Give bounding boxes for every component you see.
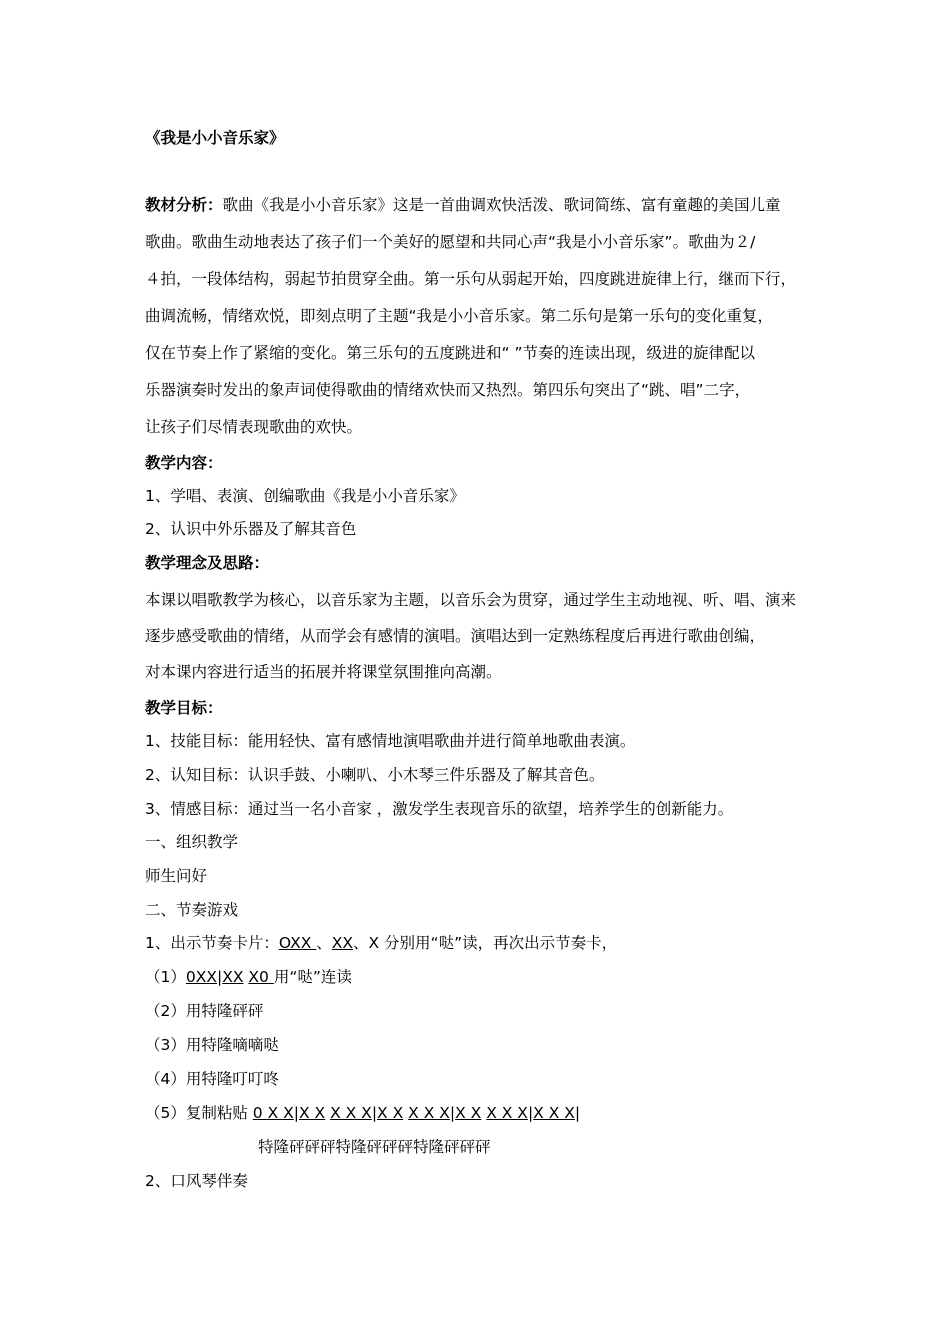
rhythm-pattern: OXX <box>278 934 317 952</box>
goal-item: 1、技能目标：能用轻快、富有感情地演唱歌曲并进行简单地歌曲表演。 <box>145 732 636 750</box>
analysis-text: 歌曲《我是小小音乐家》这是一首曲调欢快活泼、歌词简练、富有童趣的美国儿童 <box>222 196 781 214</box>
rhythm-lyrics: 特隆砰砰砰特隆砰砰砰特隆砰砰砰 <box>258 1138 491 1156</box>
rhythm-intro-suffix: 、X 分别用“哒”读，再次出示节奏卡， <box>353 934 618 952</box>
goal-item: 3、情感目标：通过当一名小音家 ，激发学生表现音乐的欲望，培养学生的创新能力。 <box>145 800 734 818</box>
rhythm-pattern: X X <box>298 1104 326 1122</box>
document-title: 《我是小小音乐家》 <box>145 129 285 147</box>
analysis-line-6: 乐器演奏时发出的象声词使得歌曲的情绪欢快而又热烈。第四乐句突出了“跳、唱”二字， <box>145 381 751 399</box>
practice-text: （5）复制粘贴 <box>145 1104 253 1122</box>
content-item: 2、认识中外乐器及了解其音色 <box>145 520 357 538</box>
concept-line: 逐步感受歌曲的情绪，从而学会有感情的演唱。演唱达到一定熟练程度后再进行歌曲创编， <box>145 627 766 645</box>
analysis-line-3: ４拍，一段体结构，弱起节拍贯穿全曲。第一乐句从弱起开始，四度跳进旋律上行，继而下行， <box>145 270 797 288</box>
step-heading: 二、节奏游戏 <box>145 901 239 919</box>
bar-line: | <box>574 1104 581 1122</box>
rhythm-pattern: X X X <box>486 1104 528 1122</box>
practice-number: （1） <box>145 968 186 986</box>
bar-line: | <box>293 1104 299 1122</box>
step-detail: 师生问好 <box>145 867 208 885</box>
rhythm-practice-3: （3）用特隆嘀嘀哒 <box>145 1036 279 1054</box>
concept-line: 本课以唱歌教学为核心，以音乐家为主题，以音乐会为贯穿，通过学生主动地视、听、唱、演来 <box>145 591 797 609</box>
rhythm-pattern: X X X <box>408 1104 450 1122</box>
rhythm-practice-2: （2）用特隆砰砰 <box>145 1002 264 1020</box>
goals-heading: 教学目标： <box>145 699 223 717</box>
rhythm-pattern: X X <box>455 1104 482 1122</box>
bar-line: | <box>371 1104 378 1122</box>
concept-line: 对本课内容进行适当的拓展并将课堂氛围推向高潮。 <box>145 663 502 681</box>
rhythm-pattern: X0 <box>248 968 274 986</box>
rhythm-pattern: XX <box>222 968 244 986</box>
analysis-line-4: 曲调流畅，情绪欢悦，即刻点明了主题“我是小小音乐家。第二乐句是第一乐句的变化重复， <box>145 307 774 325</box>
content-heading: 教学内容： <box>145 454 223 472</box>
rhythm-intro-prefix: 1、出示节奏卡片： <box>145 934 279 952</box>
rhythm-practice-4: （4）用特隆叮叮咚 <box>145 1070 279 1088</box>
analysis-label: 教材分析： <box>145 196 223 214</box>
bar-line: | <box>216 968 223 986</box>
rhythm-intro <box>145 933 815 953</box>
bar-line: | <box>527 1104 534 1122</box>
practice-text: 用“哒”连读 <box>273 968 352 986</box>
rhythm-pattern: 0 X X <box>252 1104 294 1122</box>
goal-item: 2、认知目标：认识手鼓、小喇叭、小木琴三件乐器及了解其音色。 <box>145 766 605 784</box>
step-heading: 一、组织教学 <box>145 833 239 851</box>
content-item: 1、学唱、表演、创编歌曲《我是小小音乐家》 <box>145 487 465 505</box>
rhythm-pattern: X X X <box>330 1104 372 1122</box>
rhythm-practice-5 <box>145 1103 815 1123</box>
rhythm-pattern: X X <box>377 1104 404 1122</box>
concept-heading: 教学理念及思路： <box>145 554 270 572</box>
analysis-line-2: 歌曲。歌曲生动地表达了孩子们一个美好的愿望和共同心声“我是小小音乐家”。歌曲为２/ <box>145 233 756 251</box>
step-heading: 2、口风琴伴奏 <box>145 1172 248 1190</box>
rhythm-pattern: X X X <box>533 1104 575 1122</box>
rhythm-pattern: XX <box>331 934 354 952</box>
analysis-line-7: 让孩子们尽情表现歌曲的欢快。 <box>145 418 363 436</box>
bar-line: | <box>449 1104 456 1122</box>
rhythm-pattern: 0XX <box>185 968 217 986</box>
analysis-line-1 <box>145 195 815 215</box>
rhythm-separator: 、 <box>316 934 332 952</box>
rhythm-practice-1 <box>145 967 815 987</box>
analysis-line-5: 仅在节奏上作了紧缩的变化。第三乐句的五度跳进和“ ”节奏的连读出现，级进的旋律配以 <box>145 344 755 362</box>
